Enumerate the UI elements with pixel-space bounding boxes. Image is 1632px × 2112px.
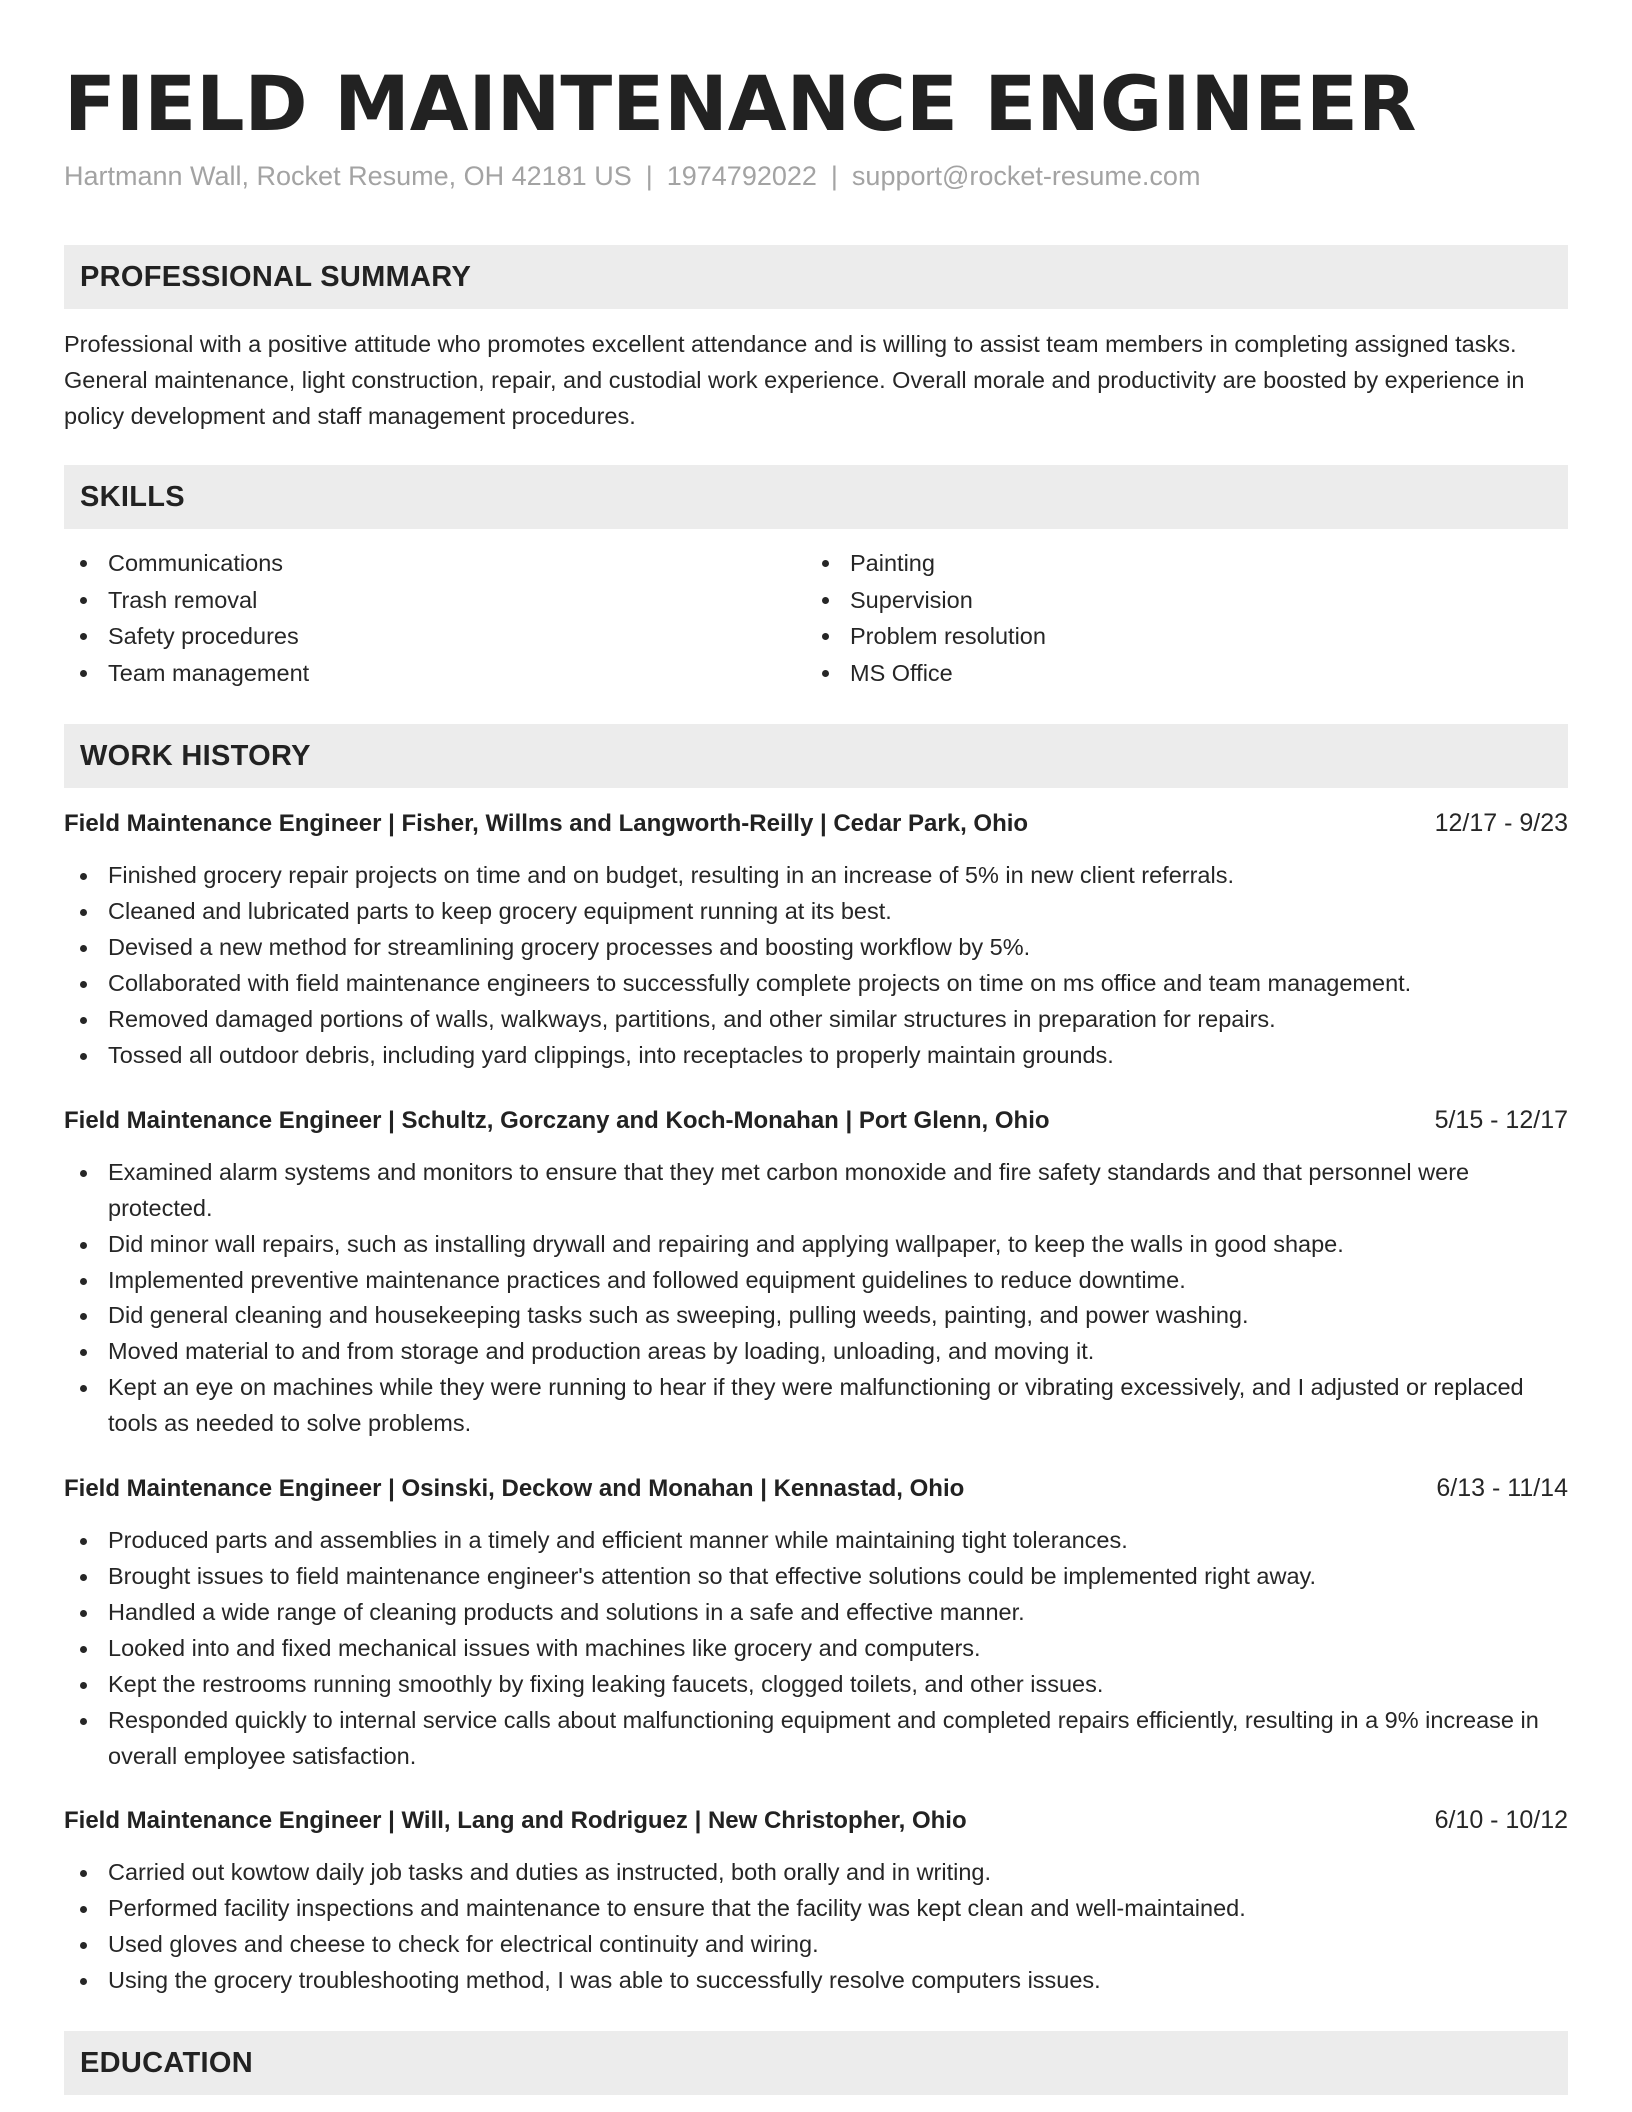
job-bullet: Did minor wall repairs, such as installing drywall and repairing and applying wallpaper, to keep the walls in good shape. xyxy=(64,1227,1568,1263)
job-bullet: Kept an eye on machines while they were running to hear if they were malfunctioning or vibrating excessively, and I adjusted or replaced tools as needed to solve problems. xyxy=(64,1370,1568,1442)
resume-title: FIELD MAINTENANCE ENGINEER xyxy=(64,59,1417,148)
job-bullet: Moved material to and from storage and production areas by loading, unloading, and moving it. xyxy=(64,1334,1568,1370)
contact-separator: | xyxy=(645,161,653,191)
job-title: Field Maintenance Engineer | Osinski, Deckow and Monahan | Kennastad, Ohio xyxy=(64,1475,965,1503)
skill-item: MS Office xyxy=(806,655,1548,692)
job-bullet: Produced parts and assemblies in a timely and efficient manner while maintaining tight tolerances. xyxy=(64,1523,1568,1559)
job-bullet: Looked into and fixed mechanical issues with machines like grocery and computers. xyxy=(64,1631,1568,1667)
skill-item: Problem resolution xyxy=(806,618,1548,655)
job-dates: 5/15 - 12/17 xyxy=(1434,1105,1568,1134)
job-bullet: Tossed all outdoor debris, including yard clippings, into receptacles to properly maintain grounds. xyxy=(64,1038,1568,1074)
job-entry xyxy=(64,805,1568,1073)
job-bullet: Examined alarm systems and monitors to ensure that they met carbon monoxide and fire safety standards and that personnel were protected. xyxy=(64,1155,1568,1227)
job-header xyxy=(64,1802,1568,1839)
job-dates: 6/10 - 10/12 xyxy=(1434,1806,1568,1835)
job-bullet: Performed facility inspections and maintenance to ensure that the facility was kept clean and well-maintained. xyxy=(64,1891,1568,1927)
job-entry xyxy=(64,1102,1568,1442)
section-header-summary: PROFESSIONAL SUMMARY xyxy=(64,245,1568,309)
job-header xyxy=(64,1102,1568,1139)
job-bullet: Responded quickly to internal service calls about malfunctioning equipment and completed repairs efficiently, resulting in a 9% increase in overall employee satisfaction. xyxy=(64,1703,1568,1775)
job-bullets xyxy=(64,1855,1568,1999)
job-title: Field Maintenance Engineer | Will, Lang and Rodriguez | New Christopher, Ohio xyxy=(64,1807,967,1835)
job-bullet: Cleaned and lubricated parts to keep grocery equipment running at its best. xyxy=(64,894,1568,930)
section-header-work-history: WORK HISTORY xyxy=(64,724,1568,788)
skill-item: Safety procedures xyxy=(64,618,806,655)
skills-grid xyxy=(64,545,1568,691)
job-bullet: Removed damaged portions of walls, walkways, partitions, and other similar structures in preparation for repairs. xyxy=(64,1002,1568,1038)
job-dates: 12/17 - 9/23 xyxy=(1434,809,1568,838)
section-header-skills: SKILLS xyxy=(64,465,1568,529)
job-header xyxy=(64,805,1568,842)
job-bullet: Finished grocery repair projects on time and on budget, resulting in an increase of 5% in new client referrals. xyxy=(64,858,1568,894)
job-bullet: Handled a wide range of cleaning products and solutions in a safe and effective manner. xyxy=(64,1595,1568,1631)
job-bullet: Did general cleaning and housekeeping tasks such as sweeping, pulling weeds, painting, and power washing. xyxy=(64,1298,1568,1334)
job-bullet: Collaborated with field maintenance engineers to successfully complete projects on time on ms office and team management. xyxy=(64,966,1568,1002)
job-entry xyxy=(64,1802,1568,1999)
job-bullet: Brought issues to field maintenance engineer's attention so that effective solutions could be implemented right away. xyxy=(64,1559,1568,1595)
summary-text: Professional with a positive attitude who promotes excellent attendance and is willing to assist team members in completing assigned tasks. General maintenance, light construction, repair, and custodial work experience. Overall morale and productivity are boosted by experience in policy development and staff management procedures. xyxy=(64,331,1525,429)
skill-item: Supervision xyxy=(806,582,1548,619)
skills-column-left xyxy=(64,545,806,691)
job-header xyxy=(64,1470,1568,1507)
job-entry xyxy=(64,1470,1568,1774)
skill-item: Team management xyxy=(64,655,806,692)
skill-item: Communications xyxy=(64,545,806,582)
job-title: Field Maintenance Engineer | Schultz, Gorczany and Koch-Monahan | Port Glenn, Ohio xyxy=(64,1106,1050,1134)
skill-item: Painting xyxy=(806,545,1548,582)
job-bullet: Implemented preventive maintenance practices and followed equipment guidelines to reduce downtime. xyxy=(64,1263,1568,1299)
contact-separator: | xyxy=(830,161,838,191)
job-dates: 6/13 - 11/14 xyxy=(1436,1474,1568,1503)
section-header-education: EDUCATION xyxy=(64,2031,1568,2095)
job-bullets xyxy=(64,1523,1568,1774)
job-bullet: Using the grocery troubleshooting method, I was able to successfully resolve computers issues. xyxy=(64,1963,1568,1999)
contact-email: support@rocket-resume.com xyxy=(851,161,1201,191)
contact-address: Hartmann Wall, Rocket Resume, OH 42181 US xyxy=(64,161,632,191)
job-bullet: Used gloves and cheese to check for electrical continuity and wiring. xyxy=(64,1927,1568,1963)
job-bullets xyxy=(64,858,1568,1073)
job-bullet: Devised a new method for streamlining grocery processes and boosting workflow by 5%. xyxy=(64,930,1568,966)
skill-item: Trash removal xyxy=(64,582,806,619)
job-bullets xyxy=(64,1155,1568,1442)
contact-line xyxy=(64,156,1568,196)
job-bullet: Carried out kowtow daily job tasks and duties as instructed, both orally and in writing. xyxy=(64,1855,1568,1891)
skills-column-right xyxy=(806,545,1548,691)
contact-phone: 1974792022 xyxy=(666,161,817,191)
job-title: Field Maintenance Engineer | Fisher, Willms and Langworth-Reilly | Cedar Park, Ohio xyxy=(64,810,1029,838)
job-bullet: Kept the restrooms running smoothly by fixing leaking faucets, clogged toilets, and other issues. xyxy=(64,1667,1568,1703)
